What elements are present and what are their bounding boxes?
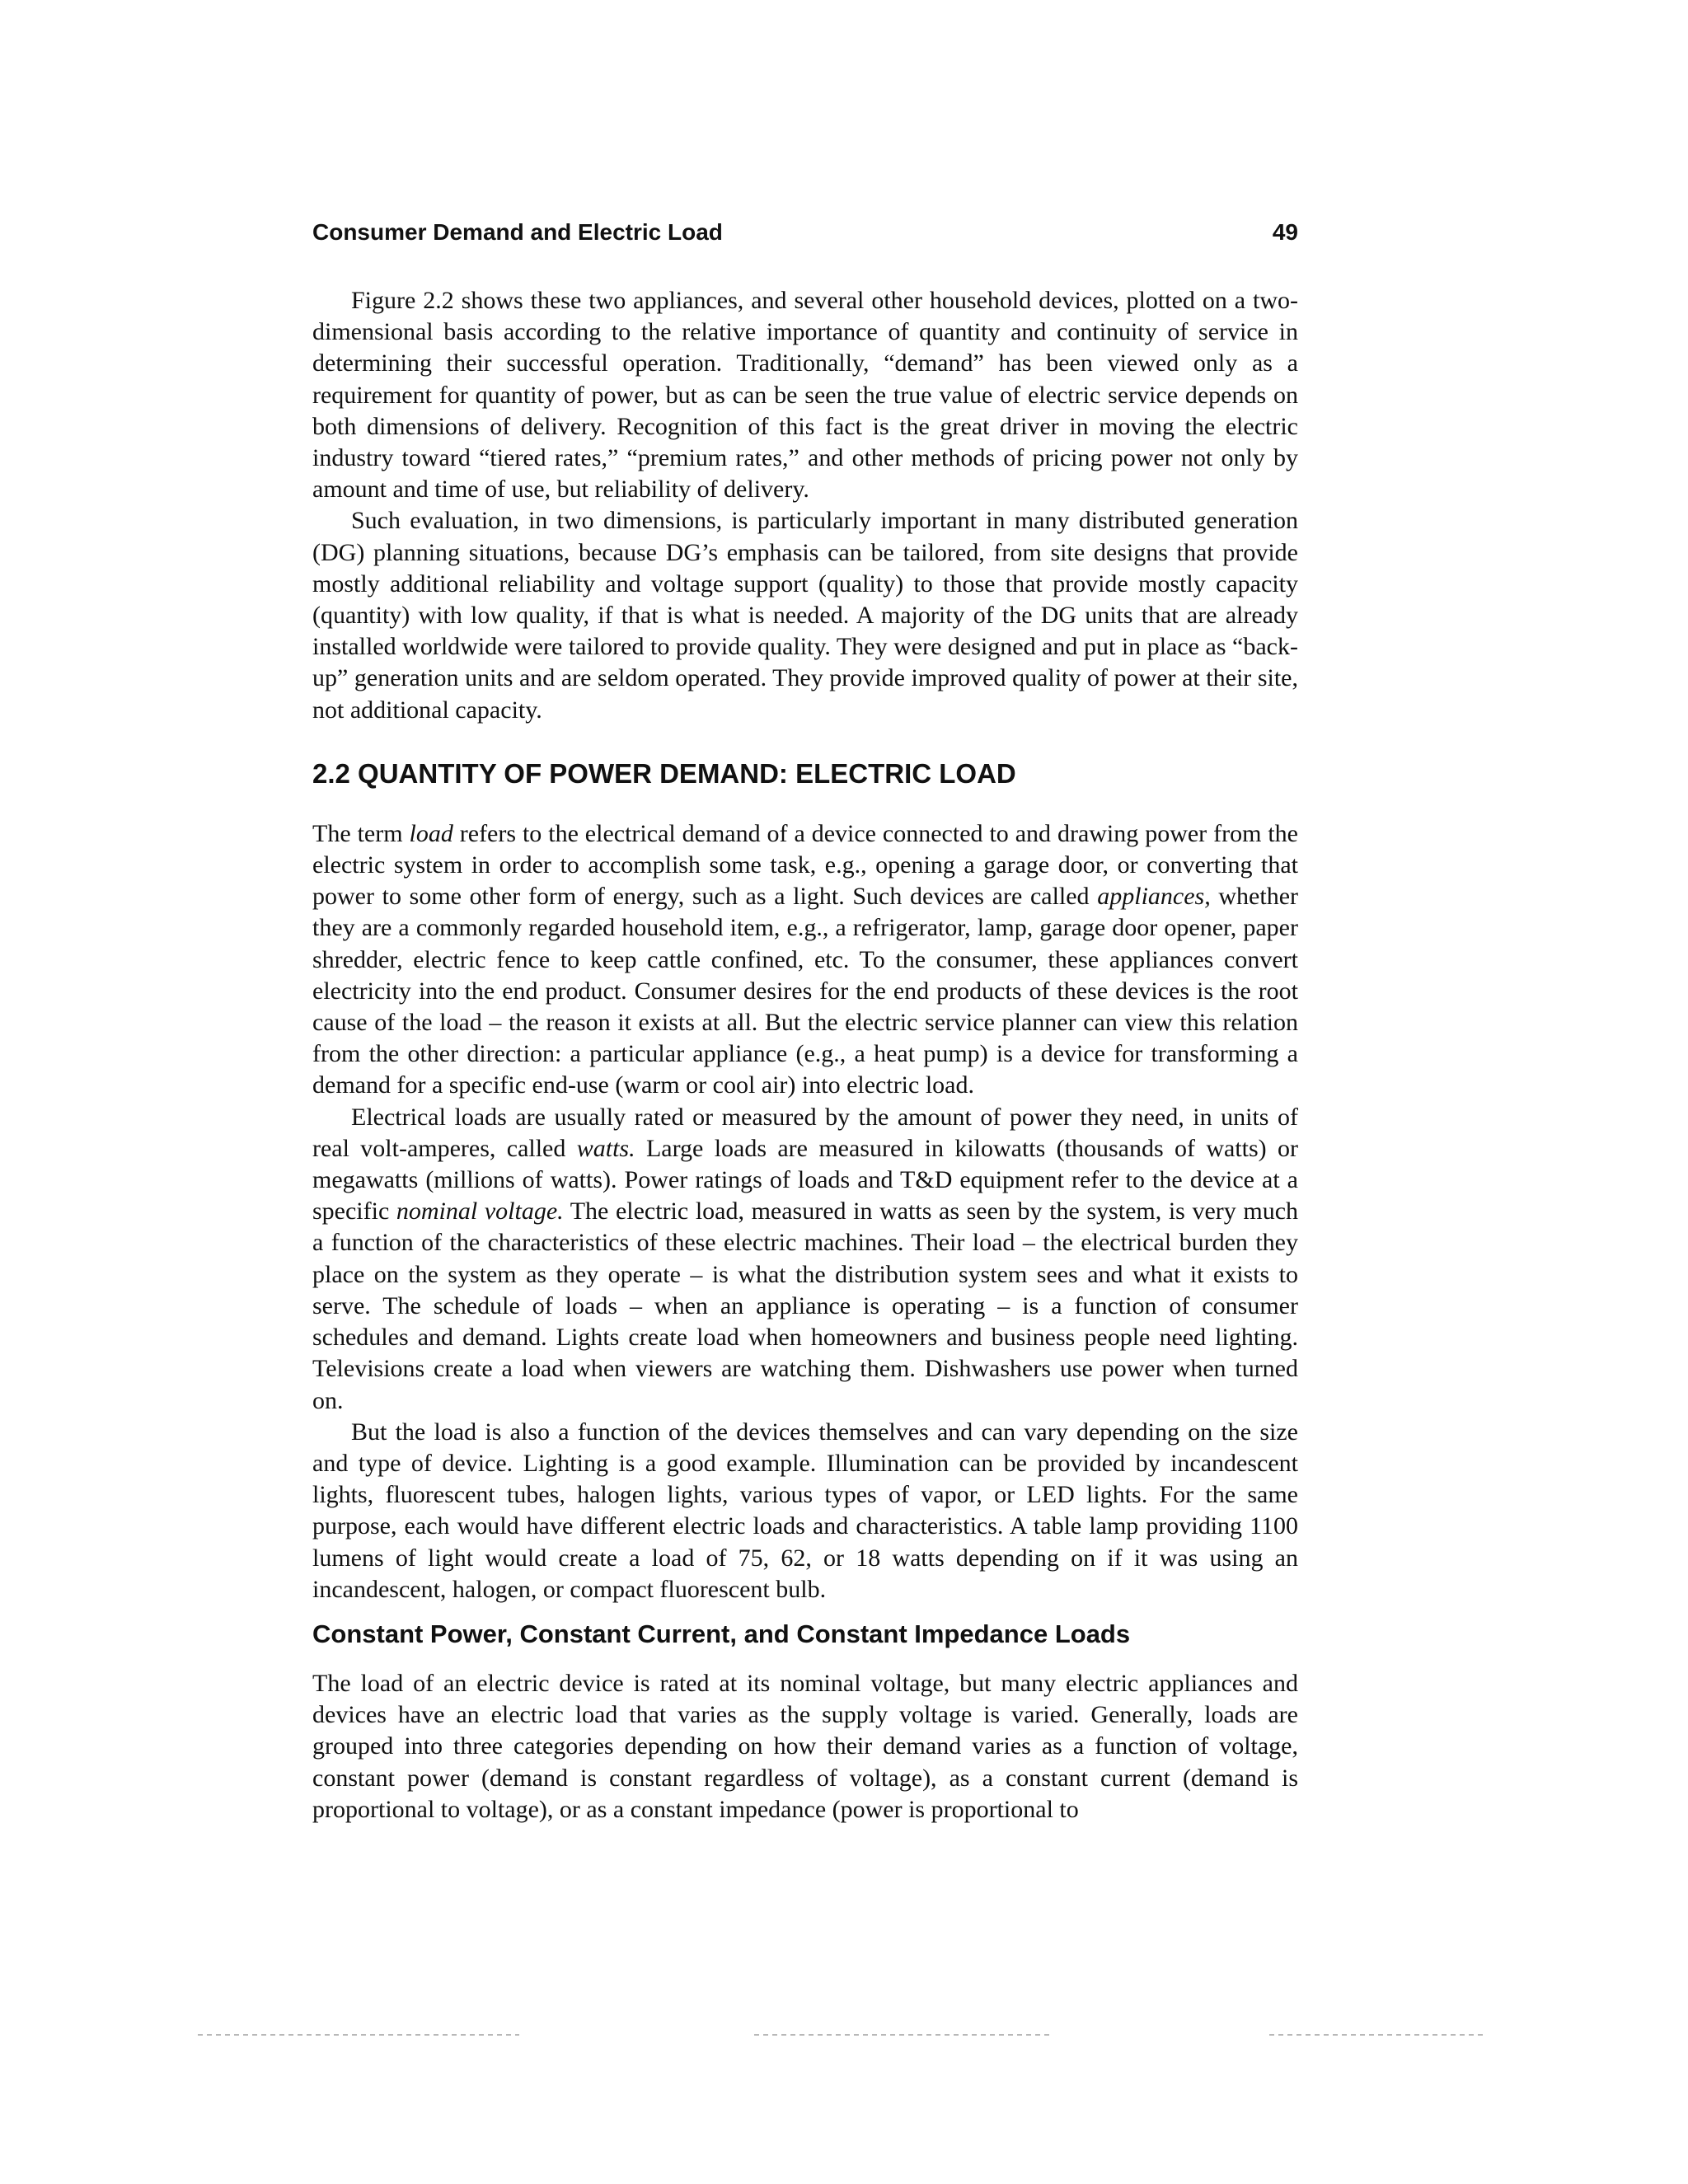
book-page bbox=[312, 216, 1298, 1825]
paragraph-text: The electric load, measured in watts as seen by the system, is very much a function of the characteristics of these electric machines. Their load – the electrical burden they place on the system as they operate – is what the distribution system sees and what it exists to serve. The schedule of loads – when an appliance is operating – is a function of consumer schedules and demand. Lights create load when homeowners and business people need lighting. Televisions create a load when viewers are watching them. Dishwashers use power when turned on. bbox=[312, 1197, 1299, 1414]
paragraph bbox=[312, 1102, 1298, 1417]
paragraph-text: refers to the electrical demand of a device connected to and drawing power from the electric system in order to accomplish some task, e.g., opening a garage door, or converting that power to some other form of energy, such as a light. Such devices are called bbox=[312, 819, 1298, 911]
page-number: 49 bbox=[1272, 219, 1298, 245]
paragraph-text: Large loads are measured in kilowatts (thousands of watts) or megawatts (millions of watts). Power ratings of loads and T&D equipment refer to the device at a specific bbox=[312, 1134, 1298, 1226]
scan-artifact bbox=[198, 2034, 519, 2036]
subsection-heading: Constant Power, Constant Current, and Constant Impedance Loads bbox=[312, 1619, 1131, 1648]
paragraph: The load of an electric device is rated at its nominal voltage, but many electric appliances and devices have an electric load that varies as the supply voltage is varied. Generally, loads are grouped into three categories depending on how their demand varies as a function of voltage, constant power (demand is constant regardless of voltage), as a constant current (demand is proportional to voltage), or as a constant impedance (power is proportional to bbox=[312, 1669, 1298, 1823]
paragraph-text: Electrical loads are usually rated or measured by the amount of power they need, in units of real volt-amperes, called bbox=[312, 1103, 1298, 1162]
scan-artifact bbox=[1269, 2034, 1484, 2036]
section-heading: 2.2 QUANTITY OF POWER DEMAND: ELECTRIC LOAD bbox=[312, 757, 1016, 789]
emphasis-term: watts. bbox=[576, 1134, 635, 1162]
paragraph-text: whether they are a commonly regarded household item, e.g., a refrigerator, lamp, garage door opener, paper shredder, electric fence to keep cattle confined, etc. To the consumer, these appliances convert electricity into the end product. Consumer desires for the end products of these devices is the root cause of the load – the reason it exists at all. But the electric service planner can view this relation from the other direction: a particular appliance (e.g., a heat pump) is a device for transforming a demand for a specific end-use (warm or cool air) into electric load. bbox=[312, 883, 1299, 1099]
paragraph: Figure 2.2 shows these two appliances, and several other household devices, plotted on a two-dimensional basis according to the relative importance of quantity and continuity of service in determining their successful operation. Traditionally, “demand” has been viewed only as a requirement for quantity of power, but as can be seen the true value of electric service depends on both dimensions of delivery. Recognition of this fact is the great driver in moving the electric industry toward “tiered rates,” “premium rates,” and other methods of pricing power not only by amount and time of use, but reliability of delivery. bbox=[312, 287, 1298, 504]
paragraph bbox=[312, 818, 1298, 1102]
paragraph: But the load is also a function of the devices themselves and can vary depending on the size and type of device. Lighting is a good example. Illumination can be provided by incandescent lights, fluorescent tubes, halogen lights, various types of vapor, or LED lights. For the same purpose, each would have different electric loads and characteristics. A table lamp providing 1100 lumens of light would create a load of 75, 62, or 18 watts depending on if it was using an incandescent, halogen, or compact fluorescent bulb. bbox=[312, 1418, 1298, 1603]
paragraph: Such evaluation, in two dimensions, is particularly important in many distributed generation (DG) planning situations, because DG’s emphasis can be tailored, from site designs that provide mostly additional reliability and voltage support (quality) to those that provide mostly capacity (quantity) with low quality, if that is what is needed. A majority of the DG units that are already installed worldwide were tailored to provide quality. They were designed and put in place as “back-up” generation units and are seldom operated. They provide improved quality of power at their site, not additional capacity. bbox=[312, 507, 1298, 724]
body-text bbox=[312, 285, 1298, 1825]
emphasis-term: nominal voltage. bbox=[396, 1197, 564, 1226]
emphasis-term: appliances, bbox=[1097, 883, 1211, 911]
paragraph-text: The term bbox=[312, 819, 410, 847]
running-header bbox=[312, 216, 1298, 249]
chapter-title: Consumer Demand and Electric Load bbox=[312, 219, 723, 245]
scan-artifact bbox=[754, 2034, 1051, 2036]
emphasis-term: load bbox=[409, 819, 453, 847]
